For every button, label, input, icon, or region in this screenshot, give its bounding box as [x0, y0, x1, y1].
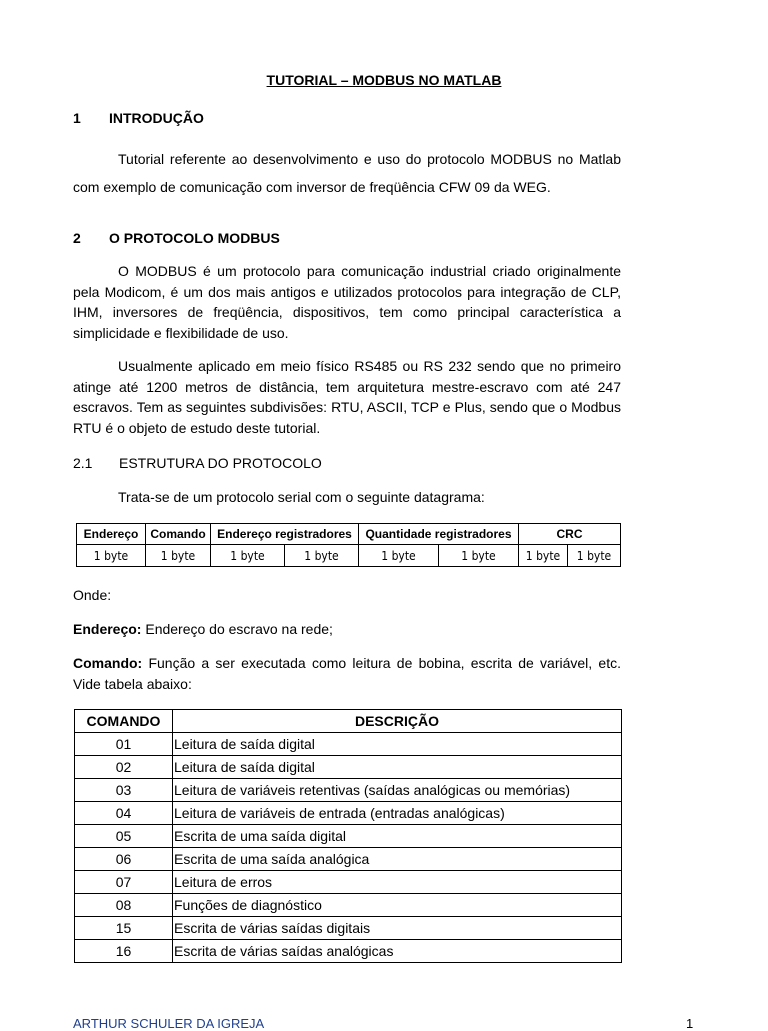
command-code: 03 — [75, 779, 173, 802]
command-code: 16 — [75, 940, 173, 963]
command-description: Escrita de uma saída digital — [173, 825, 622, 848]
onde-label: Onde: — [73, 587, 112, 603]
section-title: O PROTOCOLO MODBUS — [109, 230, 280, 246]
footer-author: ARTHUR SCHULER DA IGREJA — [73, 1016, 265, 1031]
section-2-heading — [73, 230, 280, 246]
table-row — [75, 825, 622, 848]
command-description: Funções de diagnóstico — [173, 894, 622, 917]
table-row — [75, 756, 622, 779]
table-row — [75, 894, 622, 917]
table-row — [77, 545, 621, 567]
section-number: 1 — [73, 110, 81, 126]
definition-text: Endereço do escravo na rede; — [141, 621, 333, 637]
command-description: Leitura de variáveis retentivas (saídas analógicas ou memórias) — [173, 779, 622, 802]
datagram-cell: 1 byte — [359, 545, 439, 567]
section-number: 2.1 — [73, 455, 93, 471]
command-code: 02 — [75, 756, 173, 779]
datagram-header-endereco: Endereço — [77, 524, 146, 545]
definition-comando — [73, 653, 621, 694]
definition-term: Endereço: — [73, 621, 142, 637]
section-number: 2 — [73, 230, 81, 246]
datagram-header-crc: CRC — [519, 524, 621, 545]
command-description: Escrita de várias saídas analógicas — [173, 940, 622, 963]
command-description: Leitura de saída digital — [173, 733, 622, 756]
table-row — [75, 733, 622, 756]
datagram-cell: 1 byte — [211, 545, 285, 567]
command-description: Escrita de várias saídas digitais — [173, 917, 622, 940]
datagram-cell: 1 byte — [439, 545, 519, 567]
table-row — [75, 779, 622, 802]
commands-table — [74, 709, 622, 963]
table-row — [75, 848, 622, 871]
table-row — [75, 940, 622, 963]
command-code: 15 — [75, 917, 173, 940]
datagram-header-quantidade-registradores: Quantidade registradores — [359, 524, 519, 545]
definition-endereco — [73, 621, 333, 637]
datagram-header-endereco-registradores: Endereço registradores — [211, 524, 359, 545]
intro-paragraph: Tutorial referente ao desenvolvimento e uso do protocolo MODBUS no Matlab com exemplo de comunicação com inversor de freqüência CFW 09 da WEG. — [73, 151, 621, 195]
datagram-cell: 1 byte — [77, 545, 146, 567]
footer-page-number: 1 — [686, 1016, 694, 1031]
table-row — [75, 802, 622, 825]
command-description: Leitura de variáveis de entrada (entradas analógicas) — [173, 802, 622, 825]
datagram-header-comando: Comando — [146, 524, 211, 545]
datagram-intro: Trata-se de um protocolo serial com o seguinte datagrama: — [118, 489, 485, 505]
table-row — [77, 524, 621, 545]
modbus-paragraph-2: Usualmente aplicado em meio físico RS485 ou RS 232 sendo que no primeiro atinge até 1200 metros de distância, tem arquitetura mestre-escravo com até 247 escravos. Tem as seguintes subdivisões: RTU, ASCII, TCP e Plus, sendo que o Modbus RTU é o objeto de estudo deste tutorial. — [73, 358, 621, 437]
command-code: 05 — [75, 825, 173, 848]
command-description: Escrita de uma saída analógica — [173, 848, 622, 871]
definition-text: Função a ser executada como leitura de bobina, escrita de variável, etc. Vide tabela abaixo: — [73, 655, 621, 692]
datagram-table — [76, 523, 621, 567]
section-2-1-heading — [73, 455, 322, 471]
table-row — [75, 871, 622, 894]
commands-header-descricao: DESCRIÇÃO — [173, 710, 622, 733]
datagram-cell: 1 byte — [519, 545, 568, 567]
section-title: ESTRUTURA DO PROTOCOLO — [119, 455, 322, 471]
commands-header-comando: COMANDO — [75, 710, 173, 733]
command-code: 07 — [75, 871, 173, 894]
datagram-cell: 1 byte — [568, 545, 621, 567]
modbus-paragraph-1: O MODBUS é um protocolo para comunicação industrial criado originalmente pela Modicom, é um dos mais antigos e utilizados protocolos para integração de CLP, IHM, inversores de freqüência, dispositivos, tem como principal característica a simplicidade e flexibilidade de uso. — [73, 263, 621, 342]
command-code: 01 — [75, 733, 173, 756]
command-code: 08 — [75, 894, 173, 917]
table-row — [75, 917, 622, 940]
datagram-cell: 1 byte — [146, 545, 211, 567]
section-1-heading — [73, 110, 204, 126]
table-row — [75, 710, 622, 733]
datagram-cell: 1 byte — [285, 545, 359, 567]
commands-table-body — [75, 733, 622, 963]
section-title: INTRODUÇÃO — [109, 110, 204, 126]
command-description: Leitura de erros — [173, 871, 622, 894]
command-code: 06 — [75, 848, 173, 871]
definition-term: Comando: — [73, 655, 143, 671]
command-code: 04 — [75, 802, 173, 825]
document-title: TUTORIAL – MODBUS NO MATLAB — [266, 72, 502, 88]
command-description: Leitura de saída digital — [173, 756, 622, 779]
